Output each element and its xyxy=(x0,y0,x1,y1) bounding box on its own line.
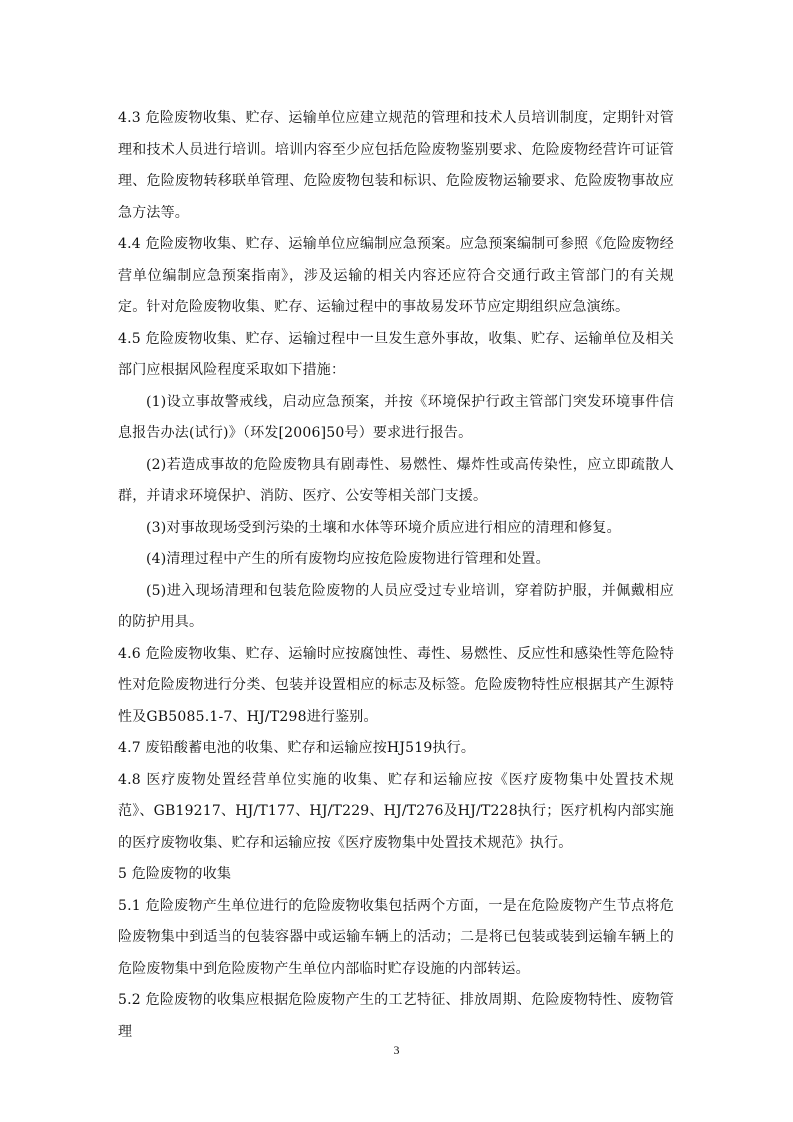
measure-2: (2)若造成事故的危险废物具有剧毒性、易燃性、爆炸性或高传染性，应立即疏散人群，并请求环境保护、消防、医疗、公安等相关部门支援。 xyxy=(118,456,674,504)
document-body xyxy=(118,103,674,1048)
clause-5-1: 5.1 危险废物产生单位进行的危险废物收集包括两个方面，一是在危险废物产生节点将危险废物集中到适当的包装容器中或运输车辆上的活动；二是将已包装或装到运输车辆上的危险废物集中到危险废物产生单位内部临时贮存设施的内部转运。 xyxy=(118,897,674,977)
section-5-heading: 5 危险废物的收集 xyxy=(118,866,232,882)
page-number: 3 xyxy=(393,1043,400,1057)
clause-5-2: 5.2 危险废物的收集应根据危险废物产生的工艺特征、排放周期、危险废物特性、废物管理 xyxy=(118,992,674,1040)
measure-4: (4)清理过程中产生的所有废物均应按危险废物进行管理和处置。 xyxy=(146,551,550,567)
measure-3: (3)对事故现场受到污染的土壤和水体等环境介质应进行相应的清理和修复。 xyxy=(146,519,621,536)
measure-1: (1)设立事故警戒线，启动应急预案，并按《环境保护行政主管部门突发环境事件信息报告办法(试行)》（环发[2006]50号）要求进行报告。 xyxy=(118,393,674,441)
clause-4-5: 4.5 危险废物收集、贮存、运输过程中一旦发生意外事故，收集、贮存、运输单位及相关部门应根据风险程度采取如下措施： xyxy=(118,330,674,378)
clause-4-4: 4.4 危险废物收集、贮存、运输单位应编制应急预案。应急预案编制可参照《危险废物经营单位编制应急预案指南》，涉及运输的相关内容还应符合交通行政主管部门的有关规定。针对危险废物收集、贮存、运输过程中的事故易发环节应定期组织应急演练。 xyxy=(118,236,674,315)
clause-4-6: 4.6 危险废物收集、贮存、运输时应按腐蚀性、毒性、易燃性、反应性和感染性等危险特性对危险废物进行分类、包装并设置相应的标志及标签。危险废物特性应根据其产生源特性及GB5085.1-7、HJ/T298进行鉴别。 xyxy=(118,645,674,725)
clause-4-3: 4.3 危险废物收集、贮存、运输单位应建立规范的管理和技术人员培训制度，定期针对管理和技术人员进行培训。培训内容至少应包括危险废物鉴别要求、危险废物经营许可证管理、危险废物转移联单管理、危险废物包装和标识、危险废物运输要求、危险废物事故应急方法等。 xyxy=(118,110,674,221)
clause-4-8: 4.8 医疗废物处置经营单位实施的收集、贮存和运输应按《医疗废物集中处置技术规范》、GB19217、HJ/T177、HJ/T229、HJ/T276及HJ/T228执行；医疗机构内部实施的医疗废物收集、贮存和运输应按《医疗废物集中处置技术规范》执行。 xyxy=(118,771,674,851)
clause-4-7: 4.7 废铅酸蓄电池的收集、贮存和运输应按HJ519执行。 xyxy=(118,740,476,756)
measure-5: (5)进入现场清理和包装危险废物的人员应受过专业培训，穿着防护服，并佩戴相应的防护用具。 xyxy=(118,582,674,630)
